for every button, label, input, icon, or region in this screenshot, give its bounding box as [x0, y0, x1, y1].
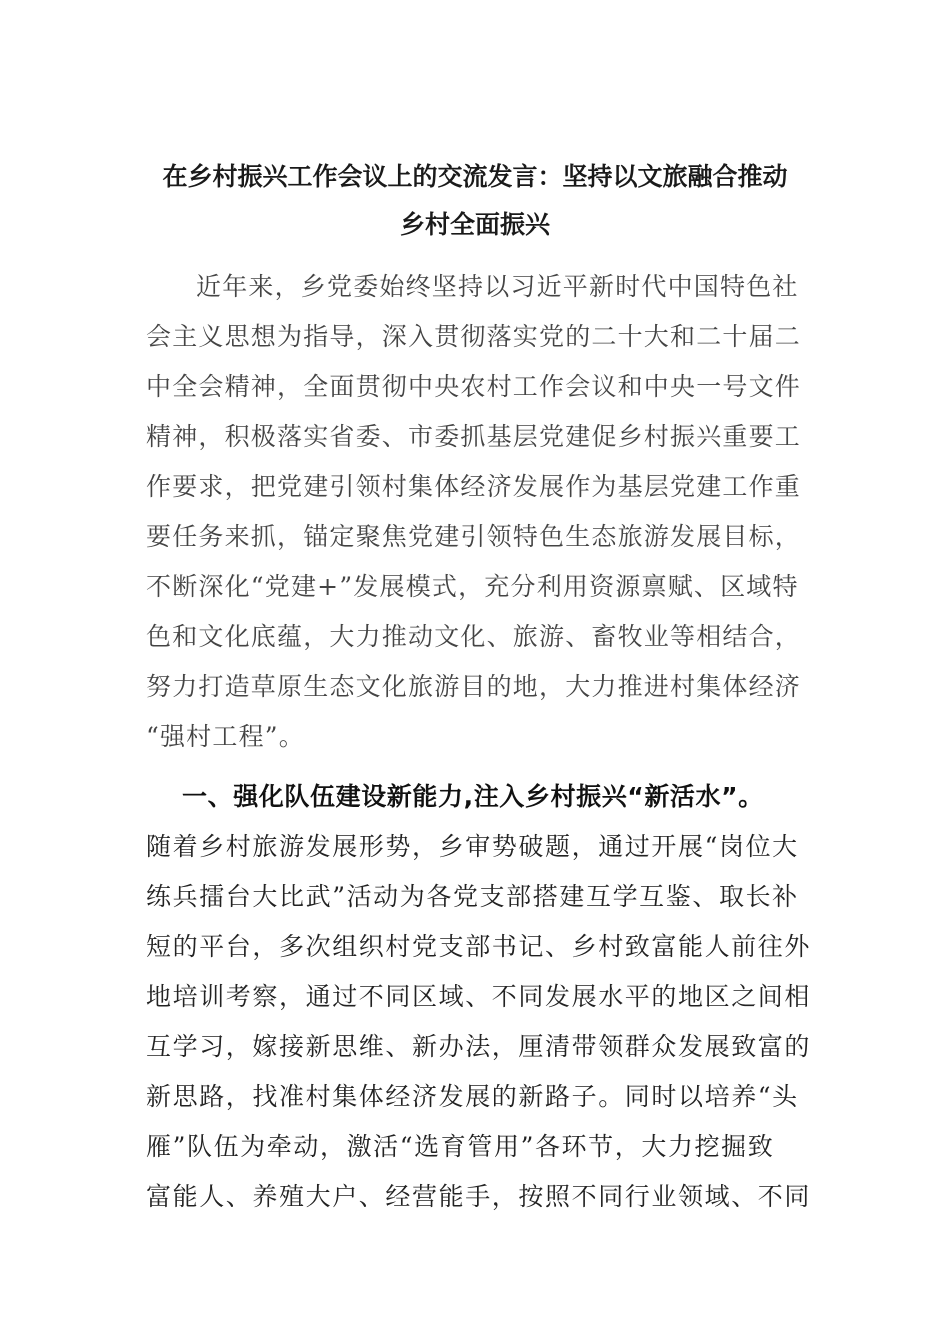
intro-line: 近年来，乡党委始终坚持以习近平新时代中国特色社 [196, 272, 799, 301]
intro-line: 要任务来抓，锚定聚焦党建引领特色生态旅游发展目标， [146, 522, 802, 551]
intro-line: 作要求，把党建引领村集体经济发展作为基层党建工作重 [146, 472, 802, 501]
intro-line: 努力打造草原生态文化旅游目的地，大力推进村集体经济 [146, 672, 802, 701]
intro-line: “强村工程”。 [146, 722, 305, 751]
section-1-line: 短的平台，多次组织村党支部书记、乡村致富能人前往外 [146, 932, 812, 961]
section-1-paragraph [146, 772, 812, 1222]
section-1-line: 新思路，找准村集体经济发展的新路子。同时以培养“头 [146, 1082, 799, 1111]
document-title-line-1: 在乡村振兴工作会议上的交流发言：坚持以文旅融合推动 [162, 162, 788, 191]
intro-line: 中全会精神，全面贯彻中央农村工作会议和中央一号文件 [146, 372, 802, 401]
section-1-line: 练兵擂台大比武”活动为各党支部搭建互学互鉴、取长补 [146, 882, 799, 911]
section-1-line: 富能人、养殖大户、经营能手，按照不同行业领域、不同 [146, 1182, 812, 1211]
section-1-line: 地培训考察，通过不同区域、不同发展水平的地区之间相 [146, 982, 812, 1011]
intro-line: 精神，积极落实省委、市委抓基层党建促乡村振兴重要工 [146, 422, 802, 451]
intro-line: 会主义思想为指导，深入贯彻落实党的二十大和二十届二 [146, 322, 802, 351]
intro-paragraph [146, 262, 808, 762]
section-1-line: 随着乡村旅游发展形势，乡审势破题，通过开展“岗位大 [146, 832, 799, 861]
intro-line: 不断深化“党建+”发展模式，充分利用资源禀赋、区域特 [146, 572, 799, 601]
intro-line: 色和文化底蕴，大力推动文化、旅游、畜牧业等相结合， [146, 622, 802, 651]
section-1-line: 雁”队伍为牵动，激活“选育管用”各环节，大力挖掘致 [146, 1132, 775, 1161]
document-title-line-2: 乡村全面振兴 [399, 210, 550, 239]
section-1-line: 互学习，嫁接新思维、新办法，厘清带领群众发展致富的 [146, 1032, 812, 1061]
section-1-heading: 一、强化队伍建设新能力,注入乡村振兴“新活水”。 [182, 782, 764, 811]
